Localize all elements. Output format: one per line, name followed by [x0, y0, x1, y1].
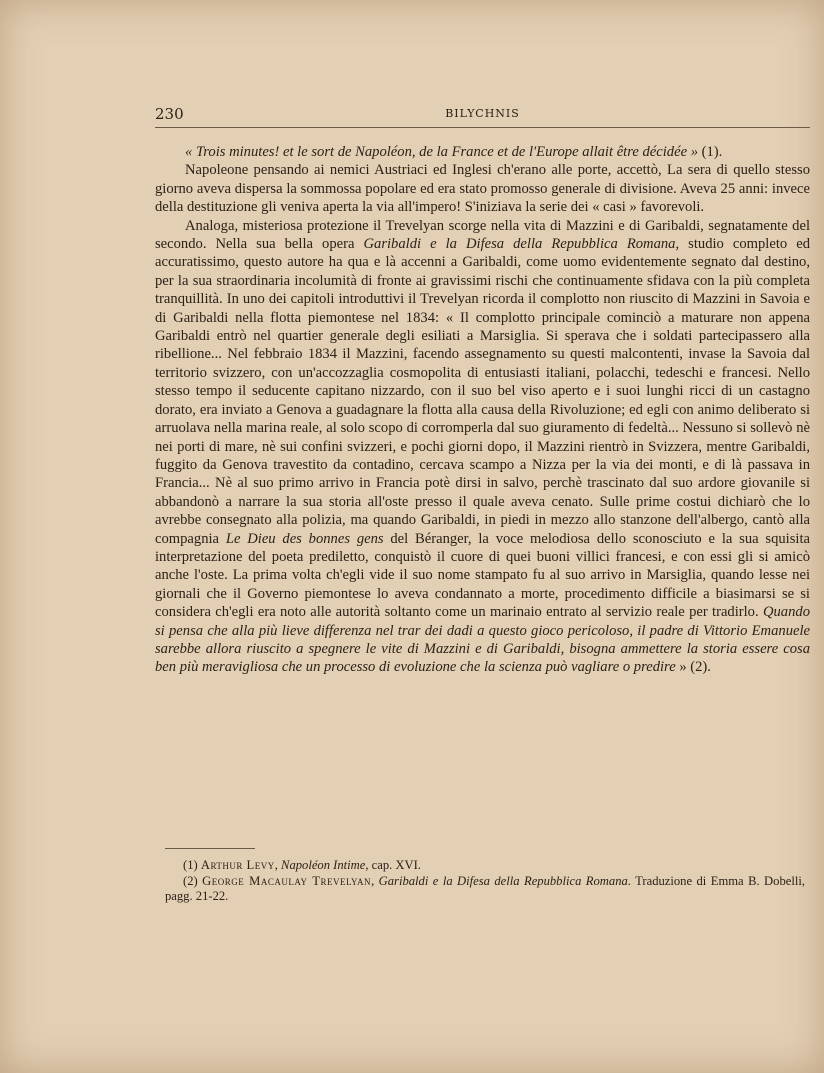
text-run: ,	[371, 873, 379, 888]
text-run: del Béranger, la voce melodiosa dello sconosciuto e la sua squisita interpretazione del poeta prediletto, conquistò il cuore di quei buoni villici francesi, e con essi gli si amicò anche l'oste. La prima volta ch'egli vide il suo nome stampato fu al suo arrivo in Marsiglia, quando lesse nei giornali che il Governo piemontese lo aveva condannato a morte, procedimento difficile a biasimarsi se si considera ch'egli era noto alle autorità soltanto come un marinaio entrato al servizio reale per tradirlo.	[155, 530, 811, 621]
text-run: (2)	[183, 873, 203, 888]
body-text	[155, 143, 810, 677]
text-run: (1)	[183, 858, 201, 872]
text-run: » (2).	[675, 659, 711, 676]
italic-text: « Trois minutes! et le sort de Napoléon, de la France et de l'Europe allait être décidée »	[185, 144, 698, 160]
footnote-divider	[165, 848, 255, 849]
italic-text: Le Dieu des bonnes gens	[225, 530, 384, 547]
footnotes	[165, 858, 805, 905]
text-run: ,	[274, 858, 282, 872]
text-run: Analoga, misteriosa protezione il Trevelyan scorge nella vita di Mazzini e di Garibaldi, segnatamente del secondo. Nella sua bella opera	[155, 217, 810, 253]
text-run: , studio completo ed accuratissimo, questo autore ha qua e là accenni a Garibaldi, come uomo evidentemente segnato dal destino, per la sua straordinaria incolumità di fronte ai gravissimi rischi che continuamente sfidava con la più completa tranquillità. In uno dei capitoli introduttivi il Trevelyan ricorda il complotto non riuscito di Mazzini in Savoia e di Garibaldi nella flotta piemontese nel 1834: « Il complotto principale cominciò a maturare non appena Garibaldi entrò nel quartier generale degli esiliati a Marsiglia. Si sperava che i soldati partecipassero alla ribellione... Nel febbraio 1834 il Mazzini, facendo assegnamento su questi malcontenti, invase la Savoia dal territorio svizzero, con un'accozzaglia cosmopolita di entusiasti italiani, polacchi, tedeschi e francesi. Nello stesso tempo il seducente capitano nizzardo, con il suo bel viso aperto e i suoi lunghi ricci di un castagno dorato, era inviato a Genova a guadagnare la flotta alla causa della Rivoluzione; ed egli con animo deliberato si arruolava nella marina reale, al solo scopo di corromperla dal suo giuramento di fedeltà... Nessuno si sollevò nè nei porti di mare, nè sui confini svizzeri, e pochi giorni dopo, il Mazzini rientrò in Svizzera, mentre Garibaldi, fuggito da Genova travestito da contadino, cercava scampo a Nizza per la via dei monti, e di là passava in Francia... Nè al suo primo arrivo in Francia potè dirsi in salvo, perchè trascinato dal suo ardore giovanile si abbandonò a narrare la sua storia all'oste presso il quale aveva cenato. Sulle prime costui dichiarò che lo avrebbe consegnato alla polizia, ma quando Garibaldi, in piedi in mezzo allo stanzone dell'albergo, cantò alla compagnia	[155, 236, 810, 547]
footnote	[165, 858, 805, 874]
page-header	[155, 105, 810, 128]
author-name: Arthur Levy	[200, 858, 275, 872]
paragraph	[155, 143, 810, 161]
text-run: Napoleone pensando ai nemici Austriaci ed Inglesi ch'erano alle porte, accettò, La sera di quello stesso giorno aveva dispersa la sommossa popolare ed era stato promosso generale di divisione. Aveva 25 anni: invece della destituzione gli veniva aperta la via all'impero! S'iniziava la serie dei « casi » favorevoli.	[155, 162, 810, 216]
italic-text: Napoléon Intime	[281, 858, 366, 872]
paragraph	[155, 161, 810, 216]
italic-text: Quando si pensa che alla più lieve differenza nel trar dei dadi a questo gioco pericoloso, il padre di Vittorio Emanuele sarebbe allora riuscito a spegnere le vite di Mazzini e di Garibaldi, bisogna ammettere la storia essere cosa ben più meravigliosa che un processo di evoluzione che la scienza può vagliare o predire	[155, 604, 810, 676]
text-run: . Traduzione di Emma B. Dobelli, pagg. 21-22.	[165, 873, 805, 903]
footnote	[165, 874, 805, 905]
running-head: BILYCHNIS	[445, 107, 520, 120]
page-number: 230	[155, 105, 184, 123]
author-name: George Macaulay Trevelyan	[202, 873, 372, 888]
text-run: , cap. XVI.	[365, 858, 421, 872]
paragraph	[155, 217, 810, 677]
italic-text: Garibaldi e la Difesa della Repubblica Romana	[378, 873, 628, 888]
text-run: (1).	[698, 144, 723, 160]
italic-text: Garibaldi e la Difesa della Repubblica Romana	[363, 236, 676, 253]
